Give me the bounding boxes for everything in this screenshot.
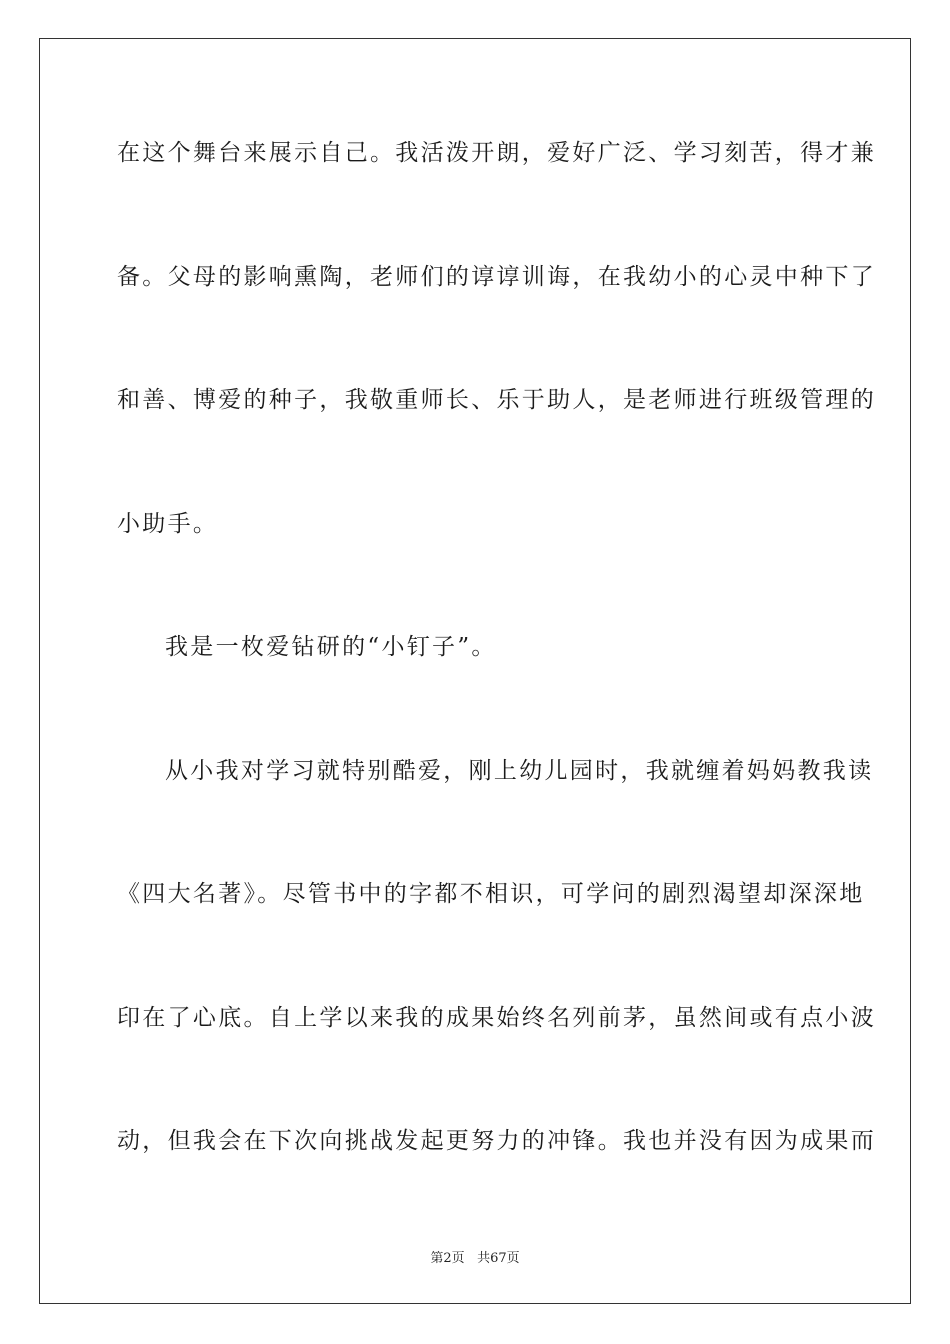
paragraph-line: 我是一枚爱钻研的“小钉子”。 [165, 634, 497, 660]
page-number: 第2页 [430, 1251, 465, 1266]
page-footer [0, 1247, 950, 1266]
paragraph-line: 《四大名著》。尽管书中的字都不相识，可学问的剧烈渴望却深深地 [117, 881, 865, 907]
paragraph-line: 从小我对学习就特别酷爱，刚上幼儿园时，我就缠着妈妈教我读 [165, 757, 874, 784]
paragraph-line: 备。父母的影响熏陶，老师们的谆谆训诲，在我幼小的心灵中种下了 [117, 263, 876, 290]
paragraph-line: 小助手。 [117, 510, 219, 537]
paragraph-line: 动，但我会在下次向挑战发起更努力的冲锋。我也并没有因为成果而 [117, 1128, 876, 1154]
paragraph-line: 在这个舞台来展示自己。我活泼开朗，爱好广泛、学习刻苦，得才兼 [117, 140, 876, 166]
document-body [117, 128, 876, 1240]
paragraph-line: 和善、博爱的种子，我敬重师长、乐于助人，是老师进行班级管理的 [117, 387, 876, 413]
paragraph-line: 印在了心底。自上学以来我的成果始终名列前茅，虽然间或有点小波 [117, 1004, 876, 1031]
total-pages: 共67页 [477, 1251, 520, 1266]
